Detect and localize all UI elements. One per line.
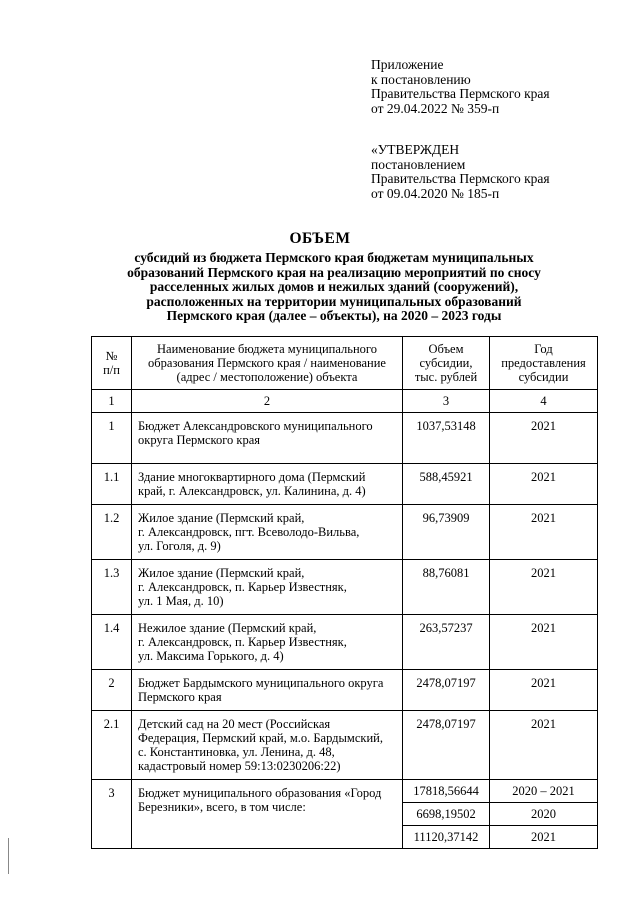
- subtitle-line-5: Пермского края (далее – объекты), на 2020 – 2023 годы: [166, 308, 502, 324]
- header-amount: [403, 337, 490, 390]
- row-name: [132, 464, 403, 505]
- row-number: 1: [92, 413, 132, 464]
- row-year: 2021: [490, 413, 598, 464]
- row-amount: 88,76081: [403, 560, 490, 615]
- header-name: [132, 337, 403, 390]
- table-row: [92, 711, 598, 780]
- row-name: [132, 780, 403, 849]
- annex-line-2: к постановлению: [371, 71, 471, 87]
- header-number: [92, 337, 132, 390]
- row-number: 3: [92, 780, 132, 849]
- annex-line-4: от 29.04.2022 № 359-п: [371, 100, 500, 116]
- annex-block: [371, 58, 550, 116]
- row-number: 1.1: [92, 464, 132, 505]
- row-name-line: Пермского края: [138, 690, 222, 704]
- row-name-line: Бюджет муниципального образования «Город: [138, 786, 382, 800]
- column-number: 4: [490, 390, 598, 413]
- row-name-line: Федерация, Пермский край, м.о. Бардымский,: [138, 731, 383, 745]
- approved-line-2: постановлением: [371, 156, 466, 172]
- row-name-line: округа Пермского края: [138, 433, 261, 447]
- row-name-line: Нежилое здание (Пермский край,: [138, 621, 317, 635]
- header-number-line: п/п: [103, 363, 120, 377]
- row-year: 2021: [490, 464, 598, 505]
- subtitle-line-1: субсидий из бюджета Пермского края бюджетам муниципальных: [134, 250, 534, 265]
- row-name-line: с. Константиновка, ул. Ленина, д. 48,: [138, 745, 335, 759]
- row-amount: 263,57237: [403, 615, 490, 670]
- row-name-line: ул. 1 Мая, д. 10): [138, 594, 224, 608]
- table-row: [92, 560, 598, 615]
- row-amount: 588,45921: [403, 464, 490, 505]
- header-name-line: образования Пермского края / наименование: [148, 356, 386, 370]
- header-amount-line: Объем: [428, 342, 464, 356]
- row-number: 2.1: [92, 711, 132, 780]
- annex-line-1: Приложение: [371, 57, 444, 72]
- table-row: [92, 615, 598, 670]
- row-amount: 11120,37142: [403, 826, 490, 849]
- row-name-line: Детский сад на 20 мест (Российская: [138, 717, 331, 731]
- row-name-line: край, г. Александровск, ул. Калинина, д. 4): [138, 484, 366, 498]
- row-number: 2: [92, 670, 132, 711]
- row-year: 2021: [490, 826, 598, 849]
- row-name-line: Здание многоквартирного дома (Пермский: [138, 470, 366, 484]
- header-year-line: предоставления: [501, 356, 586, 370]
- row-amount: 2478,07197: [403, 711, 490, 780]
- header-amount-line: тыс. рублей: [414, 370, 478, 384]
- column-number-row: [92, 390, 598, 413]
- row-number: 1.2: [92, 505, 132, 560]
- row-amount: 1037,53148: [403, 413, 490, 464]
- row-name: [132, 413, 403, 464]
- header-number-line: №: [105, 349, 118, 363]
- table-row: [92, 670, 598, 711]
- approved-block: [371, 143, 550, 201]
- document-subtitle: [95, 251, 573, 324]
- row-number: 1.3: [92, 560, 132, 615]
- row-name-line: г. Александровск, п. Карьер Известняк,: [138, 580, 347, 594]
- table-row: [92, 505, 598, 560]
- row-amount: 2478,07197: [403, 670, 490, 711]
- row-name-line: Жилое здание (Пермский край,: [138, 511, 305, 525]
- row-amount: 17818,56644: [403, 780, 490, 803]
- row-name: [132, 505, 403, 560]
- subsidy-table: [91, 336, 598, 849]
- approved-line-1: «УТВЕРЖДЕН: [371, 142, 460, 157]
- column-number: 2: [132, 390, 403, 413]
- header-year-line: субсидии: [518, 370, 569, 384]
- row-name-line: Бюджет Бардымского муниципального округа: [138, 676, 384, 690]
- row-name-line: ул. Максима Горького, д. 4): [138, 649, 284, 663]
- row-year: 2021: [490, 711, 598, 780]
- row-number: 1.4: [92, 615, 132, 670]
- header-name-line: (адрес / местоположение) объекта: [176, 370, 358, 384]
- row-amount: 96,73909: [403, 505, 490, 560]
- row-year: 2020: [490, 803, 598, 826]
- row-name-line: Бюджет Александровского муниципального: [138, 419, 373, 433]
- subtitle-line-2: образований Пермского края на реализацию мероприятий по сносу: [127, 264, 541, 280]
- subtitle-line-4: расположенных на территории муниципальных образований: [146, 293, 522, 309]
- header-name-line: Наименование бюджета муниципального: [157, 342, 377, 356]
- row-name-line: ул. Гоголя, д. 9): [138, 539, 221, 553]
- row-amount: 6698,19502: [403, 803, 490, 826]
- header-year-line: Год: [534, 342, 553, 356]
- row-name: [132, 560, 403, 615]
- row-year: 2021: [490, 560, 598, 615]
- column-number: 3: [403, 390, 490, 413]
- row-name-line: Жилое здание (Пермский край,: [138, 566, 305, 580]
- row-name-line: г. Александровск, пгт. Всеволодо-Вильва,: [138, 525, 360, 539]
- annex-line-3: Правительства Пермского края: [371, 86, 550, 101]
- row-year: 2021: [490, 670, 598, 711]
- table-row: [92, 780, 598, 803]
- header-year: [490, 337, 598, 390]
- table-header-row: [92, 337, 598, 390]
- row-year: 2021: [490, 505, 598, 560]
- approved-line-3: Правительства Пермского края: [371, 171, 550, 186]
- row-year: 2021: [490, 615, 598, 670]
- row-year: 2020 – 2021: [490, 780, 598, 803]
- column-number: 1: [92, 390, 132, 413]
- document-title: ОБЪЕМ: [289, 230, 351, 247]
- row-name: [132, 711, 403, 780]
- row-name-line: кадастровый номер 59:13:0230206:22): [138, 759, 341, 773]
- row-name: [132, 615, 403, 670]
- row-name-line: Березники», всего, в том числе:: [138, 800, 306, 814]
- row-name: [132, 670, 403, 711]
- row-name-line: г. Александровск, п. Карьер Известняк,: [138, 635, 347, 649]
- header-amount-line: субсидии,: [419, 356, 473, 370]
- table-row: [92, 464, 598, 505]
- subtitle-line-3: расселенных жилых домов и нежилых зданий (сооружений),: [149, 279, 519, 295]
- scan-margin-mark: [8, 838, 9, 874]
- table-row: [92, 413, 598, 464]
- approved-line-4: от 09.04.2020 № 185-п: [371, 185, 500, 201]
